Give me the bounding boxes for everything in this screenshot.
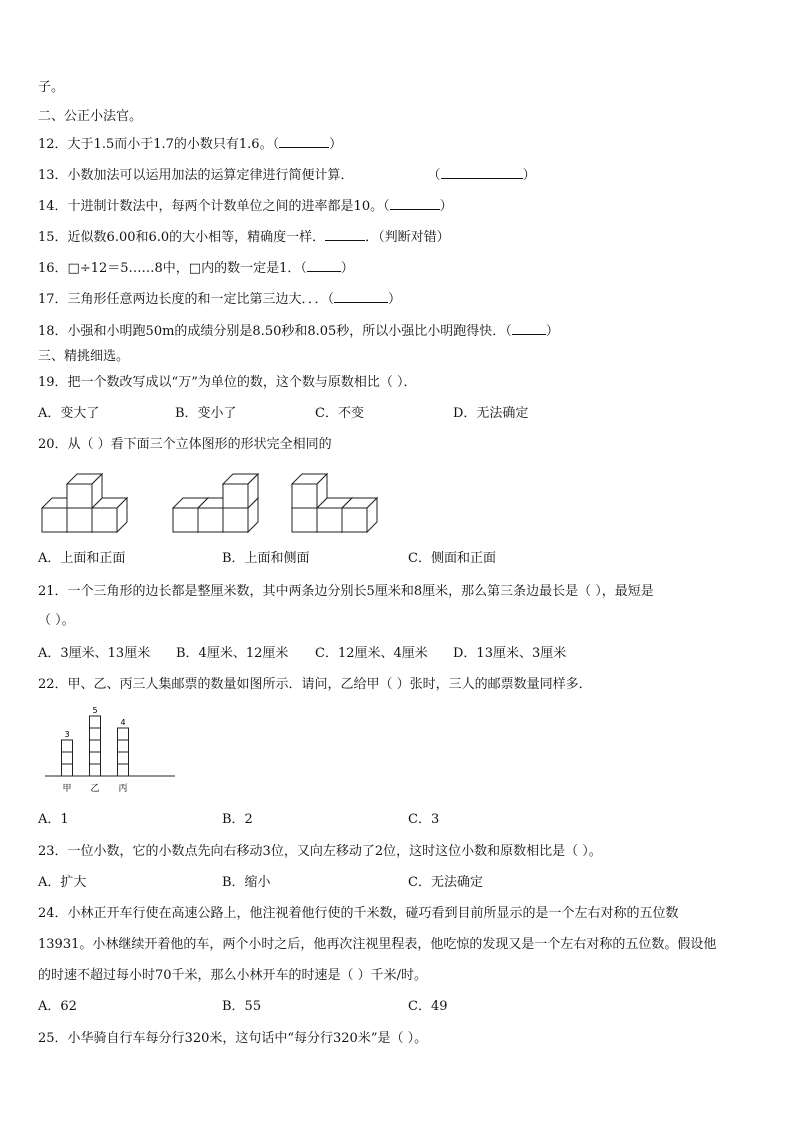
q23-option-a[interactable]: A．扩大 — [38, 875, 87, 890]
question-24-line3: 的时速不超过每小时70千米，那么小林开车的时速是（ ）千米/时。 — [38, 968, 428, 983]
q19-option-a[interactable]: A．变大了 — [38, 406, 100, 421]
question-15-close: ．（判断对错） — [365, 230, 450, 245]
q20-option-c[interactable]: C．侧面和正面 — [408, 551, 496, 566]
question-12-text: 12．大于1.5而小于1.7的小数只有1.6。（ — [38, 137, 280, 152]
question-16 — [38, 259, 354, 278]
q22-option-c[interactable]: C．3 — [408, 812, 440, 827]
question-14-text: 14．十进制计数法中，每两个计数单位之间的进率都是10。（ — [38, 199, 390, 214]
bar-甲-unit — [62, 752, 73, 764]
bar-乙-unit — [90, 764, 101, 776]
q21-option-b[interactable]: B．4厘米、12厘米 — [176, 646, 289, 661]
cube-figure-1 — [42, 474, 127, 532]
q24-option-b[interactable]: B．55 — [222, 999, 262, 1014]
answer-blank-14[interactable] — [390, 197, 440, 210]
question-17-text: 17．三角形任意两边长度的和一定比第三边大．．．（ — [38, 292, 335, 307]
question-20: 20．从（ ）看下面三个立体图形的形状完全相同的 — [38, 437, 332, 452]
bar-丙-unit — [118, 740, 129, 752]
bar-丙-unit — [118, 752, 129, 764]
category-label-甲: 甲 — [62, 784, 72, 794]
category-label-乙: 乙 — [90, 784, 100, 794]
question-21-line1: 21．一个三角形的边长都是整厘米数，其中两条边分别长5厘米和8厘米，那么第三条边最长是（ ），最短是 — [38, 584, 654, 599]
q19-option-b[interactable]: B．变小了 — [175, 406, 237, 421]
question-15 — [38, 228, 450, 247]
q22-option-a[interactable]: A．1 — [38, 812, 69, 827]
answer-blank-16[interactable] — [307, 259, 341, 272]
cube-figure-2 — [173, 474, 258, 532]
q21-option-d[interactable]: D．13厘米、3厘米 — [453, 646, 567, 661]
question-12 — [38, 135, 342, 154]
cube-figures — [36, 470, 386, 536]
question-24-line1: 24．小林正开车行使在高速公路上，他注视着他行使的千米数，碰巧看到目前所显示的是一个左右对称的五位数 — [38, 906, 679, 921]
category-label-丙: 丙 — [118, 784, 128, 794]
bar-丙-unit — [118, 764, 129, 776]
continued-text: 子。 — [38, 80, 65, 95]
section-title-choice: 三、精挑细选。 — [38, 349, 130, 364]
question-16-text: 16．□÷12＝5……8中，□内的数一定是1．（ — [38, 261, 307, 276]
q24-option-c[interactable]: C．49 — [408, 999, 448, 1014]
q21-option-c[interactable]: C．12厘米、4厘米 — [315, 646, 428, 661]
question-13-close: ） — [522, 168, 536, 183]
section-title-judgement: 二、公正小法官。 — [38, 109, 143, 124]
bar-甲-unit — [62, 740, 73, 752]
question-13-open: （ — [427, 168, 441, 183]
q23-option-c[interactable]: C．无法确定 — [408, 875, 483, 890]
question-25: 25．小华骑自行车每分行320米，这句话中“每分行320米”是（ ）。 — [38, 1031, 428, 1046]
question-14 — [38, 197, 453, 216]
question-12-close: ） — [329, 137, 343, 152]
q24-option-a[interactable]: A．62 — [38, 999, 77, 1014]
question-14-close: ） — [439, 199, 453, 214]
stamp-chart — [40, 700, 180, 800]
question-18 — [38, 322, 559, 341]
q19-option-c[interactable]: C．不变 — [315, 406, 364, 421]
q23-option-b[interactable]: B．缩小 — [222, 875, 271, 890]
q20-option-b[interactable]: B．上面和侧面 — [222, 551, 310, 566]
question-17-close: ） — [388, 292, 402, 307]
question-15-text: 15．近似数6.00和6.0的大小相等，精确度一样． — [38, 230, 326, 245]
bar-乙-unit — [90, 740, 101, 752]
question-21-line2: （ ）。 — [38, 613, 75, 628]
question-24-line2: 13931。小林继续开着他的车，两个小时之后，他再次注视里程表，他吃惊的发现又是一个左右对称的五位数。假设他 — [38, 937, 717, 952]
question-22: 22．甲、乙、丙三人集邮票的数量如图所示．请问，乙给甲（ ）张时，三人的邮票数量同样多． — [38, 677, 592, 692]
answer-blank-13[interactable] — [441, 166, 523, 179]
question-19: 19．把一个数改写成以“万”为单位的数，这个数与原数相比（ ）． — [38, 375, 417, 390]
question-16-close: ） — [340, 261, 354, 276]
bar-甲-unit — [62, 764, 73, 776]
bar-乙-unit — [90, 752, 101, 764]
data-label-甲: 3 — [64, 730, 70, 739]
q22-option-b[interactable]: B．2 — [222, 812, 253, 827]
answer-blank-18[interactable] — [512, 322, 546, 335]
q20-option-a[interactable]: A．上面和正面 — [38, 551, 126, 566]
question-13-text: 13．小数加法可以运用加法的运算定律进行简便计算． — [38, 168, 354, 183]
bar-乙-unit — [90, 728, 101, 740]
data-label-乙: 5 — [92, 706, 98, 715]
question-18-close: ） — [545, 324, 559, 339]
answer-blank-15[interactable] — [325, 228, 365, 241]
question-13 — [38, 166, 536, 185]
q19-option-d[interactable]: D．无法确定 — [453, 406, 529, 421]
cube-figure-3 — [292, 474, 377, 532]
data-label-丙: 4 — [120, 718, 126, 727]
answer-blank-12[interactable] — [279, 135, 329, 148]
bar-丙-unit — [118, 728, 129, 740]
q21-option-a[interactable]: A．3厘米、13厘米 — [38, 646, 151, 661]
question-23: 23．一位小数，它的小数点先向右移动3位，又向左移动了2位，这时这位小数和原数相比是（ ）。 — [38, 844, 602, 859]
bar-乙-unit — [90, 716, 101, 728]
question-18-text: 18．小强和小明跑50m的成绩分别是8.50秒和8.05秒，所以小强比小明跑得快．（ — [38, 324, 512, 339]
answer-blank-17[interactable] — [334, 290, 388, 303]
question-17 — [38, 290, 401, 309]
